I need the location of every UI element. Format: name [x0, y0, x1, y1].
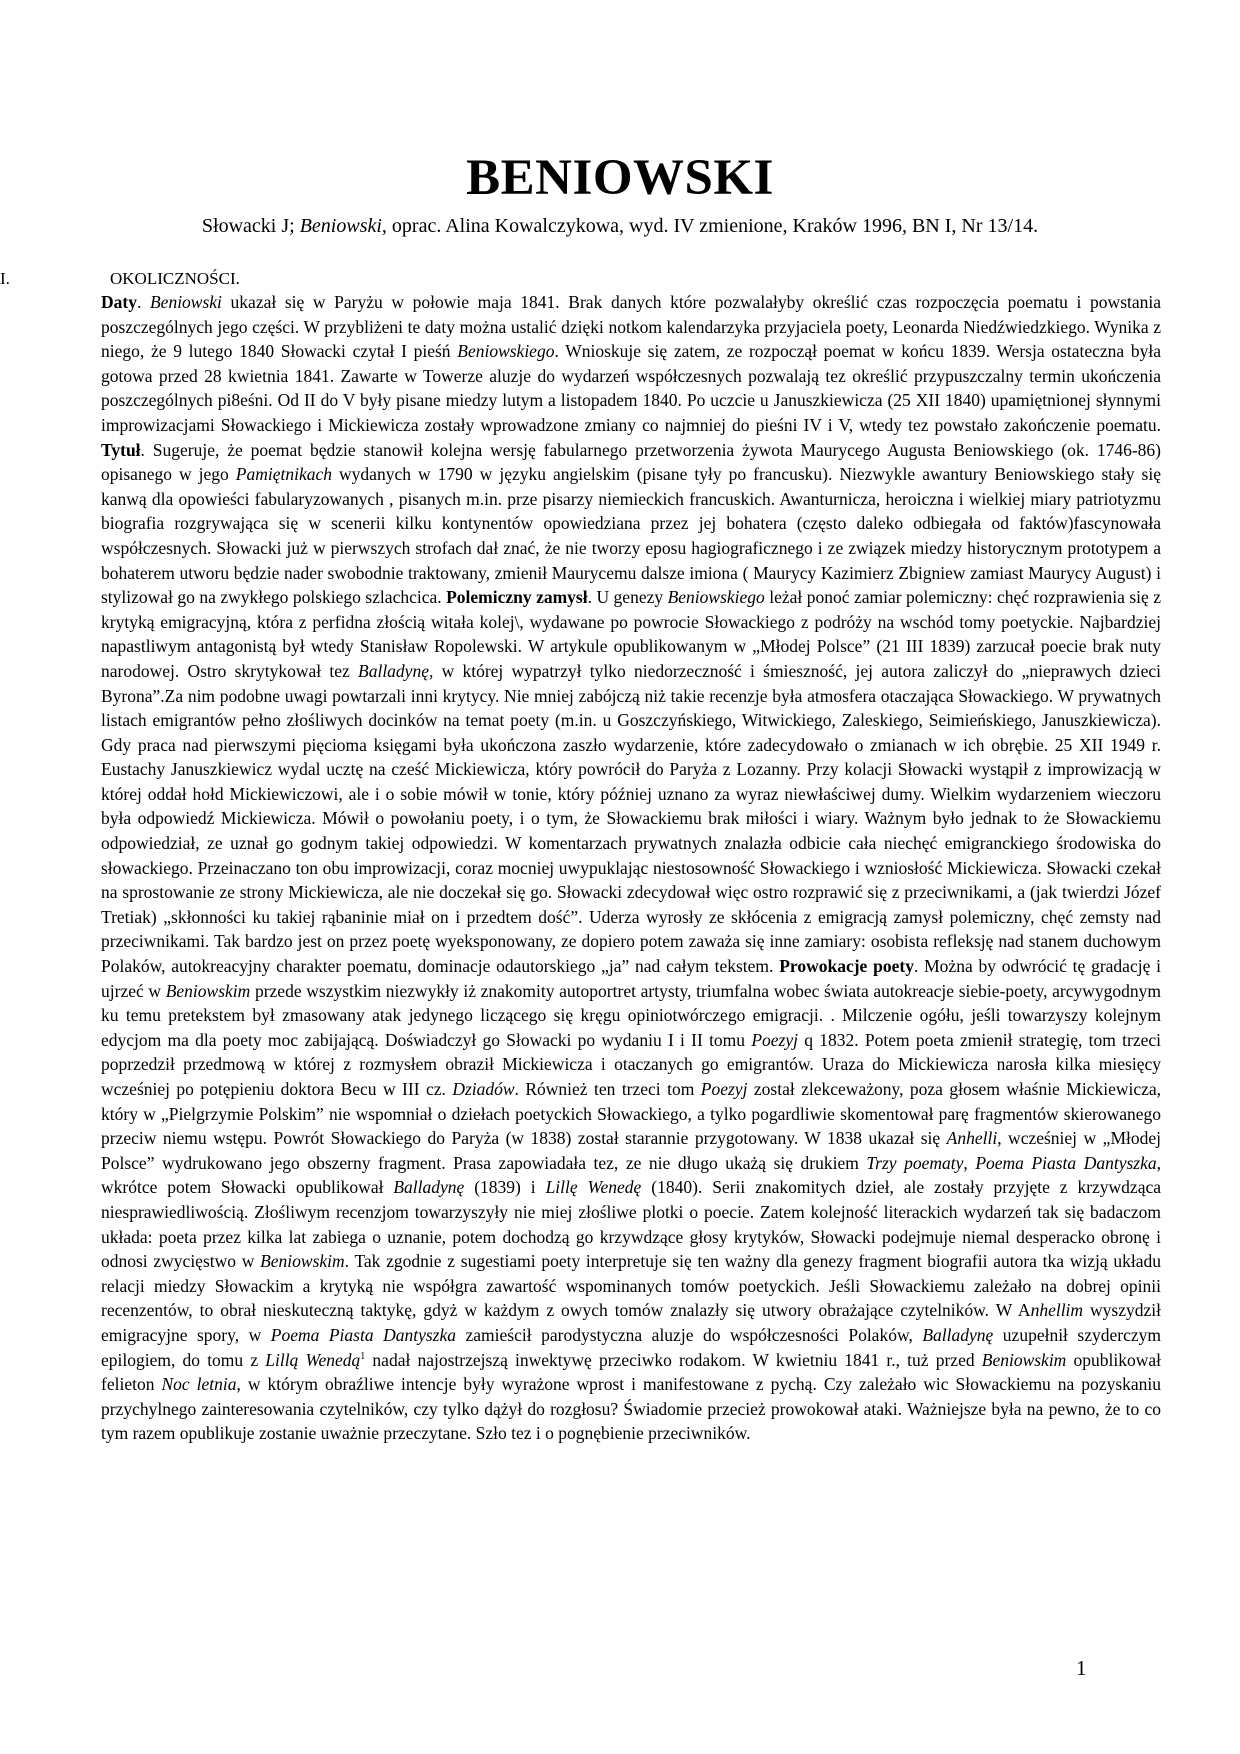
- text-run: , wkrótce potem Słowacki opublikował: [101, 1152, 1161, 1198]
- text-run: ukazał się w Paryżu w połowie maja 1841. Brak danych które pozwalałyby określić czas rozpoczęcia poematu i powstania poszczególnych jego części. W przybliżeni te daty można ustalić dzięki notkom kalendarzyka przyjaciela poety, Leonarda Niedźwiedzkiego. Wynika z niego, że 9 lutego 1840 Słowacki czytał I pieśń: [101, 292, 1162, 362]
- bold-run: Tytuł: [101, 439, 141, 460]
- text-run: został zlekceważony, poza głosem właśnie Mickiewicza, który w „Pielgrzymie Polskim” nie wspomniał o dziełach poetyckich Słowackiego, a tylko pogardliwie skomentował parę fragmentów skierowanego przeciw niemu wstępu. Powrót Słowackiego do Paryża (w 1838) został starannie przygotowany. W 1838 ukazał się: [101, 1079, 1162, 1149]
- italic-run: Balladynę: [922, 1324, 994, 1345]
- text-run: uzupełnił szyderczym epilogiem, do tomu z: [101, 1324, 1161, 1370]
- body-paragraph: [101, 290, 1161, 1446]
- italic-run: Balladynę: [358, 660, 429, 681]
- bold-run: Daty: [101, 292, 137, 312]
- italic-run: Anhelli: [946, 1128, 998, 1149]
- italic-run: Beniowski: [149, 292, 222, 312]
- italic-run: Poema Piasta Dantyszka: [270, 1324, 457, 1345]
- text-run: q 1832. Potem poeta zmienił strategię, tom trzeci poprzedził przedmową w której z rozmysłem obraził Mickiewicza i otaczanych go emigrantów. Uraza do Mickiewicza narosła kilka miesięcy wcześniej po potępieniu doktora Becu w III cz.: [101, 1029, 1161, 1099]
- italic-run: Lillą Wenedą: [265, 1349, 361, 1370]
- text-run: (1839) i: [464, 1177, 546, 1198]
- text-run: . Można by odwrócić tę gradację i ujrzeć w: [101, 956, 1161, 1001]
- bold-run: Polemiczny zamysł: [446, 587, 588, 608]
- italic-run: Trzy poematy: [866, 1152, 964, 1173]
- italic-run: Beniowskim: [165, 980, 251, 1001]
- text-run: nadał najostrzejszą inwektywę przeciwko rodakom. W kwietniu 1841 r., tuż przed: [365, 1349, 982, 1370]
- text-run: , w którym obraźliwe intencje były wyrażone wprost i manifestowane z pychą. Czy zależało wic Słowackiemu na pozyskaniu przychylnego zainteresowania czytelników, czy tylko dążył do rozgłosu? Świadomie przecież prowokował ataki. Ważniejsze była na pewno, że to co tym razem opublikuje zostanie uważnie przeczytane. Szło tez i o pognębienie przeciwników.: [101, 1374, 1162, 1444]
- italic-run: Beniowskiego: [667, 587, 765, 608]
- text-run: wydanych w 1790 w języku angielskim (pisane tyły po francusku). Niezwykle awantury Beniowskiego stały się kanwą dla opowieści fabularyzowanych , pisanych m.in. prze pisarzy niemieckich francuskich. Awanturnicza, heroiczna i wielkiej miary patriotyzmu biografia rozgrywająca się w scenerii kilku kontynentów opowiedziana przez jej bohatera (często daleko odbiegała od faktów)fascynowała współczesnych. Słowacki już w pierwszych strofach dał znać, że nie tworzy eposu hagiograficznego i ze związek miedzy historycznym prototypem a bohaterem utworu będzie nader swobodnie traktowany, zmienił Maurycemu dalsze imiona ( Maurycy Kazimierz Zbigniew zamiast Maurycy August) i stylizował go na zwykłego polskiego szlachcica.: [101, 464, 1161, 608]
- text-run: . U genezy: [587, 587, 668, 608]
- text-run: (1840). Serii znakomitych dzieł, ale zostały przyjęte z krzywdząca niesprawiedliwością. Złośliwym recenzjom towarzyszyły nie miej złośliwe plotki o poecie. Zatem kolejność literackich wydarzeń tak się badaczom układa: poeta przez kilka lat zabiega o uznanie, potem dochodzą go krzywdzące głosy krytyków, Słowacki podejmuje niemal desperacko obronę i odnosi zwycięstwo w: [101, 1177, 1162, 1272]
- text-run: . Również ten trzeci tom: [514, 1079, 701, 1099]
- bold-run: Prowokacje poety: [779, 956, 914, 977]
- text-run: opublikował felieton: [101, 1349, 1161, 1395]
- text-run: . Sugeruje, że poemat będzie stanowił kolejna wersję fabularnego przetworzenia żywota Maurycego Augusta Beniowskiego (ok. 1746-86) opisanego w jego: [101, 439, 1161, 485]
- italic-run: Beniowskim: [981, 1349, 1067, 1370]
- section-heading: OKOLICZNOŚCI.: [110, 269, 240, 288]
- citation-work: Beniowski: [299, 215, 382, 237]
- section-number: I.: [0, 269, 10, 288]
- document-title: BENIOWSKI: [466, 150, 774, 206]
- text-run: zamieścił parodystyczna aluzje do współczesności Polaków,: [456, 1324, 923, 1345]
- italic-run: Poezyj: [751, 1029, 798, 1050]
- text-run: wyszydził emigracyjne spory, w: [101, 1300, 1161, 1345]
- italic-run: Pamiętnikach: [235, 464, 333, 485]
- italic-run: Balladynę: [393, 1177, 465, 1198]
- page-number: 1: [1076, 1656, 1087, 1680]
- text-run: . Wnioskuje się zatem, ze rozpoczął poemat w końcu 1839. Wersja ostateczna była gotowa przed 28 kwietnia 1841. Zawarte w Towerze aluzje do wydarzeń współczesnych pozwalają tez określić przypuszczalny termin ukończenia poszczególnych pi8eśni. Od II do V były pisane miedzy lutym a listopadem 1840. Po uczcie u Januszkiewicza (25 XII 1840) upamiętnionej słynnymi improwizacjami Słowackiego i Mickiewicza zostały wprowadzone zmiany co najmniej do pieśni IV i V, wtedy tez powstało zakończenie poematu.: [101, 341, 1161, 435]
- citation-details: , oprac. Alina Kowalczykowa, wyd. IV zmienione, Kraków 1996, BN I, Nr 13/14.: [381, 215, 1039, 237]
- text-run: . Tak zgodnie z sugestiami poety interpretuje się ten ważny dla genezy fragment biografii autora tka wizją układu relacji miedzy Słowackim a krytyką nie współgra zawartość wspominanych tomów poetyckich. Jeśli Słowackiemu zależało na dobrej opinii recenzentów, to obrał nieskuteczną taktykę, gdyż w każdym z owych tomów znalazły się utwory obrażające czytelników. W A: [101, 1251, 1161, 1321]
- footnote-marker: 1: [360, 1350, 366, 1362]
- italic-run: Poezyj: [700, 1079, 748, 1099]
- text-run: przede wszystkim niezwykły iż znakomity autoportret artysty, triumfalna wobec świata autokreacje siebie-poety, arcywygodnym ku temu pretekstem był zmasowany atak jedynego liczącego się kręgu opiniotwórczego emigracji. . Milczenie ogółu, jeśli towarzyszy kolejnym edycjom ma dla poety moc zabijającą. Doświadczył go Słowacki po wydaniu I i II tomu: [101, 980, 1161, 1050]
- text-run: , wcześniej w „Młodej Polsce” wydrukowano jego obszerny fragment. Prasa zapowiadała tez, ze nie długo ukażą się drukiem: [101, 1128, 1161, 1173]
- text-run: ,: [963, 1152, 976, 1173]
- italic-run: Dziadów: [452, 1079, 515, 1099]
- text-run: .: [136, 292, 150, 312]
- italic-run: Beniowskiego: [457, 341, 555, 362]
- italic-run: Poema Piasta Dantyszka: [975, 1152, 1157, 1173]
- italic-run: Noc letnia: [161, 1374, 237, 1395]
- italic-run: Lillę Wenedę: [545, 1177, 642, 1198]
- italic-run: Beniowskim: [260, 1251, 345, 1272]
- text-run: , w której wypatrzył tylko niedorzeczność i śmieszność, jej autora zaliczył do „nieprawych dzieci Byrona”.Za nim podobne uwagi powtarzali inni krytycy. Nie mniej zabójczą niż takie recenzje była atmosfera otaczająca Słowackiego. W prywatnych listach emigrantów pełno złośliwych docinków na temat poety (m.in. u Goszczyńskiego, Witwickiego, Zaleskiego, Seimieńskiego, Januszkiewicza). Gdy praca nad pierwszymi pięcioma księgami była ukończona zaszło wydarzenie, które zadecydowało o zmianach w ich obrębie. 25 XII 1949 r. Eustachy Januszkiewicz wydal ucztę na cześć Mickiewicza, który powrócił do Paryża z Lozanny. Przy kolacji Słowacki wystąpił z improwizacją w której oddał hołd Mickiewiczowi, ale i o sobie mówił w tonie, który później uznano za wyraz niewłaściwej dumy. Wielkim wydarzeniem wieczoru była odpowiedź Mickiewicza. Mówił o powołaniu poety, i o tym, że Słowackiemu brak miłości i wiary. Ważnym było jednak to że Słowackiemu odpowiedział, ze uznał go godnym takiej odpowiedzi. W komentarzach prywatnych znalazła odbicie cała niechęć emigranckiego środowiska do słowackiego. Przeinaczano ton obu improwizacji, coraz mocniej uwypuklając niestosowność Słowackiego i wzniosłość Mickiewicza. Słowacki czekał na sprostowanie ze strony Mickiewicza, ale nie doczekał się go. Słowacki zdecydował więc ostro rozprawić się z przeciwnikami, a (jak twierdzi Józef Tretiak) „skłonności ku takiej rąbaninie miał on i przedtem dość”. Uderza wyrosły ze skłócenia z emigracją zamysł polemiczny, chęć zemsty nad przeciwnikami. Tak bardzo jest on przez poetę wyeksponowany, ze dopiero potem zaważa się inne zamiary: osobista refleksję nad stanem duchowym Polaków, autokreacyjny charakter poematu, dominacje odautorskiego „ja” nad całym tekstem.: [101, 660, 1161, 977]
- citation-author: Słowacki J;: [201, 215, 300, 237]
- text-run: leżał ponoć zamiar polemiczny: chęć rozprawienia się z krytyką emigracyjną, która z perfidna złością witała kolej\, wydawane po powrocie Słowackiego z podróży na wschód tomy poetyckie. Najbardziej napastliwym antagonistą był wtedy Stanisław Ropolewski. W artykule opublikowanym w „Młodej Polsce” (21 III 1839) zarzucał poecie brak nuty narodowej. Ostro skrytykował tez: [101, 587, 1161, 681]
- citation-line: [0, 214, 1240, 238]
- italic-run: nhellim: [1030, 1300, 1084, 1321]
